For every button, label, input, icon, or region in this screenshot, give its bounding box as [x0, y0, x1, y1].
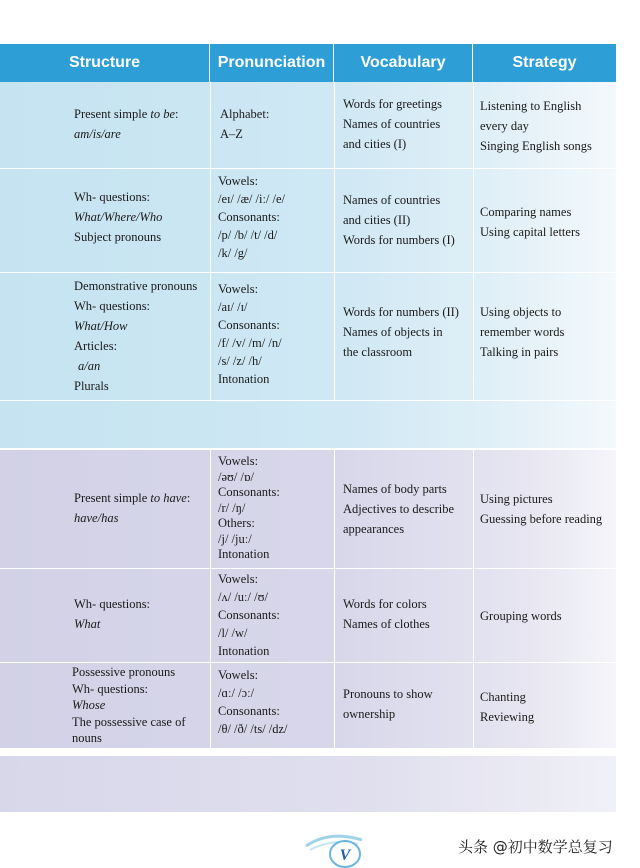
row-divider	[0, 272, 616, 273]
structure-line: Wh- questions:	[74, 299, 151, 313]
pronunciation-line: Consonants:	[218, 210, 280, 224]
row-divider	[0, 748, 616, 749]
structure-line: nouns	[72, 731, 102, 745]
pronunciation-line: Alphabet:	[220, 107, 270, 121]
row4-structure	[74, 488, 190, 528]
row2-pronunciation	[218, 172, 285, 262]
structure-line: Present simple to be:	[74, 107, 179, 121]
row-divider	[0, 168, 616, 169]
pronunciation-line: Others:	[218, 516, 255, 530]
vocabulary-line: ownership	[343, 707, 396, 721]
pronunciation-line: /p/ /b/ /t/ /d/	[218, 228, 278, 242]
strategy-line: Grouping words	[480, 609, 562, 623]
pronunciation-line: Intonation	[218, 644, 270, 658]
pronunciation-line: A–Z	[220, 127, 243, 141]
structure-line: What/How	[74, 319, 128, 333]
column-divider	[210, 450, 211, 748]
strategy-line: Comparing names	[480, 205, 572, 219]
row6-vocabulary	[343, 684, 433, 724]
vocabulary-line: Names of objects in	[343, 325, 443, 339]
structure-line: Possessive pronouns	[72, 665, 176, 679]
pronunciation-line: Vowels:	[218, 572, 259, 586]
structure-line: Wh- questions:	[74, 597, 151, 611]
strategy-line: Talking in pairs	[480, 345, 559, 359]
row6-structure	[72, 664, 186, 747]
row-divider	[0, 400, 616, 401]
pronunciation-line: /f/ /v/ /m/ /n/	[218, 336, 282, 350]
pronunciation-line: /j/ /juː/	[218, 531, 252, 546]
row6-pronunciation	[218, 666, 288, 738]
header-vocabulary: Vocabulary	[334, 44, 473, 82]
vocabulary-line: Pronouns to show	[343, 687, 433, 701]
pronunciation-line: Intonation	[218, 547, 270, 561]
strategy-line: Using objects to	[480, 305, 562, 319]
band-divider	[0, 448, 616, 450]
row2-strategy	[480, 202, 580, 242]
row3-pronunciation	[218, 280, 282, 388]
pronunciation-line: Vowels:	[218, 282, 259, 296]
row1-pronunciation	[220, 104, 269, 144]
page-number-logo-icon	[300, 832, 370, 868]
structure-line: What	[74, 617, 101, 631]
pronunciation-line: Consonants:	[218, 485, 280, 499]
strategy-line: Chanting	[480, 690, 526, 704]
structure-line: am/is/are	[74, 127, 121, 141]
row5-strategy	[480, 606, 562, 626]
structure-line: Demonstrative pronouns	[74, 279, 198, 293]
pronunciation-line: /əʊ/ /ɒ/	[218, 469, 254, 484]
strategy-line: Using capital letters	[480, 225, 580, 239]
vocabulary-line: and cities (I)	[343, 137, 407, 151]
structure-line: Subject pronouns	[74, 230, 162, 244]
structure-line: Whose	[72, 698, 106, 712]
vocabulary-line: Words for colors	[343, 597, 427, 611]
row2-vocabulary	[343, 190, 455, 250]
row2-structure	[74, 187, 162, 247]
vocabulary-line: Adjectives to describe	[343, 502, 455, 516]
vocabulary-line: appearances	[343, 522, 405, 536]
pronunciation-line: /ʌ/ /uː/ /ʊ/	[218, 590, 268, 604]
row5-pronunciation	[218, 570, 280, 660]
row3-structure	[74, 276, 197, 396]
pronunciation-line: /k/ /g/	[218, 246, 248, 260]
row5-vocabulary	[343, 594, 430, 634]
strategy-line: Using pictures	[480, 492, 553, 506]
pronunciation-line: /eɪ/ /æ/ /iː/ /e/	[218, 192, 286, 206]
strategy-line: Listening to English	[480, 99, 582, 113]
pronunciation-line: Vowels:	[218, 174, 259, 188]
pronunciation-line: Vowels:	[218, 454, 259, 468]
table-header	[0, 44, 616, 82]
strategy-line: Reviewing	[480, 710, 535, 724]
structure-line: Articles:	[74, 339, 118, 353]
vocabulary-line: Words for numbers (II)	[343, 305, 459, 319]
structure-line: Wh- questions:	[72, 681, 149, 696]
pronunciation-line: Vowels:	[218, 668, 259, 682]
row1-strategy	[480, 96, 592, 156]
row4-vocabulary	[343, 479, 454, 539]
header-strategy: Strategy	[512, 54, 577, 71]
structure-line: a/an	[78, 359, 101, 373]
pronunciation-line: /aɪ/ /ɪ/	[218, 300, 248, 314]
vocabulary-line: Names of countries	[343, 117, 441, 131]
column-divider	[473, 82, 474, 400]
strategy-line: Singing English songs	[480, 139, 592, 153]
row5-structure	[74, 594, 150, 634]
pronunciation-line: Consonants:	[218, 704, 280, 718]
column-divider	[473, 450, 474, 748]
watermark: 头条 @初中数学总复习	[458, 838, 613, 856]
header-structure: Structure	[0, 44, 210, 82]
pronunciation-line: /l/ /w/	[218, 626, 248, 640]
row6-strategy	[480, 687, 534, 727]
strategy-line: every day	[480, 119, 529, 133]
row3-vocabulary	[343, 302, 459, 362]
pronunciation-line: /ɑː/ /ɔː/	[218, 686, 255, 700]
vocabulary-line: the classroom	[343, 345, 413, 359]
pronunciation-line: Consonants:	[218, 318, 280, 332]
vocabulary-line: Words for numbers (I)	[343, 233, 455, 247]
structure-line: have/has	[74, 511, 119, 525]
column-divider	[334, 450, 335, 748]
purple-band-bottom	[0, 756, 616, 812]
strategy-line: remember words	[480, 325, 565, 339]
vocabulary-line: Names of clothes	[343, 617, 430, 631]
vocabulary-line: Names of countries	[343, 193, 441, 207]
column-divider	[334, 82, 335, 400]
vocabulary-line: and cities (II)	[343, 213, 411, 227]
pronunciation-line: Intonation	[218, 372, 270, 386]
row4-strategy	[480, 489, 602, 529]
structure-line: What/Where/Who	[74, 210, 163, 224]
row1-structure	[74, 104, 179, 144]
strategy-line: Guessing before reading	[480, 512, 603, 526]
row-divider	[0, 568, 616, 569]
row-divider	[0, 662, 616, 663]
column-divider	[210, 82, 211, 400]
page-number: V	[339, 847, 351, 864]
pronunciation-line: /s/ /z/ /h/	[218, 354, 262, 368]
row1-vocabulary	[343, 94, 442, 154]
structure-line: Present simple to have:	[74, 491, 191, 505]
header-pronunciation: Pronunciation	[210, 44, 334, 82]
structure-line: Wh- questions:	[74, 190, 151, 204]
vocabulary-line: Words for greetings	[343, 97, 442, 111]
structure-line: Plurals	[74, 379, 109, 393]
pronunciation-line: /θ/ /ð/ /ts/ /dz/	[218, 722, 288, 736]
vocabulary-line: Names of body parts	[343, 482, 447, 496]
row4-pronunciation	[218, 454, 280, 563]
pronunciation-line: Consonants:	[218, 608, 280, 622]
structure-line: The possessive case of	[72, 714, 186, 729]
row3-strategy	[480, 302, 564, 362]
pronunciation-line: /r/ /ŋ/	[218, 500, 246, 515]
